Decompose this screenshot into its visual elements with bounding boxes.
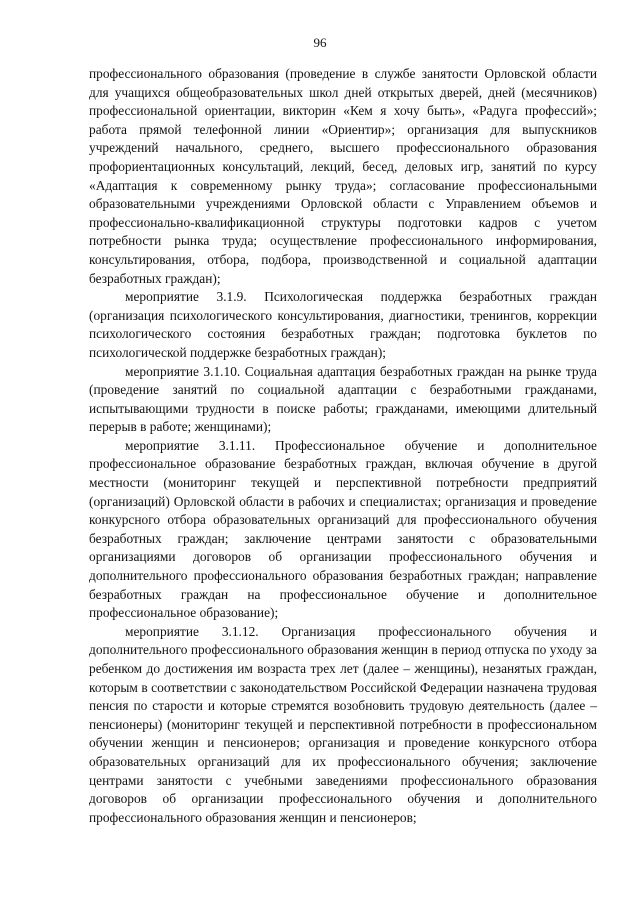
page-number: 96 <box>313 35 327 50</box>
paragraph-continuation: профессионального образования (проведение в службе занятости Орловской области для учащихся общеобразовательных школ дней открытых дверей, дней (месячников) профессиональной ориентации, викторин «Кем я хочу быть», «Радуга профессий»; работа прямой телефонной линии «Ориентир»; организация для выпускников учреждений начального, среднего, высшего профессионального образования профориентационных консультаций, лекций, бесед, деловых игр, занятий по курсу «Адаптация к современному рынку труда»; согласование профессиональными образовательными учреждениями Орловской области с Управлением объемов и профессионально-квалификационной структуры подготовки кадров с учетом потребности рынка труда; осуществление профессионального информирования, консультирования, отбора, подбора, производственной и социальной адаптации безработных граждан); <box>89 66 597 286</box>
paragraph-measure-3-1-9: мероприятие 3.1.9. Психологическая поддержка безработных граждан (организация психологического консультирования, диагностики, тренингов, коррекции психологического состояния безработных граждан; подготовка буклетов по психологической поддержке безработных граждан); <box>89 289 597 360</box>
paragraph-measure-3-1-12: мероприятие 3.1.12. Организация профессионального обучения и дополнительного профессионального образования женщин в период отпуска по уходу за ребенком до достижения им возраста трех лет (далее – женщины), незанятых граждан, которым в соответствии с законодательством Российской Федерации назначена трудовая пенсия по старости и которые стремятся возобновить трудовую деятельность (далее – пенсионеры) (мониторинг текущей и перспективной потребности в профессиональном обучении женщин и пенсионеров; организация и проведение конкурсного отбора образовательных организаций для их профессионального обучения; заключение центрами занятости с учебными заведениями профессионального образования договоров об организации профессионального обучения и дополнительного профессионального образования женщин и пенсионеров; <box>89 623 597 825</box>
paragraph-measure-3-1-10: мероприятие 3.1.10. Социальная адаптация безработных граждан на рынке труда (проведение занятий по социальной адаптации с безработными гражданами, испытывающими трудности в поиске работы; гражданами, имеющими длительный перерыв в работе; женщинами); <box>89 363 597 435</box>
paragraph-measure-3-1-11: мероприятие 3.1.11. Профессиональное обучение и дополнительное профессиональное образование безработных граждан, включая обучение в другой местности (мониторинг текущей и перспективной потребности предприятий (организаций) Орловской области в рабочих и специалистах; организация и проведение конкурсного отбора образовательных организаций для профессионального обучения безработных граждан; заключение центрами занятости с образовательными организациями договоров об организации профессионального обучения и дополнительного профессионального образования безработных граждан; направление безработных граждан на профессиональное обучение и дополнительное профессиональное образование); <box>89 437 597 621</box>
document-body <box>89 65 597 827</box>
